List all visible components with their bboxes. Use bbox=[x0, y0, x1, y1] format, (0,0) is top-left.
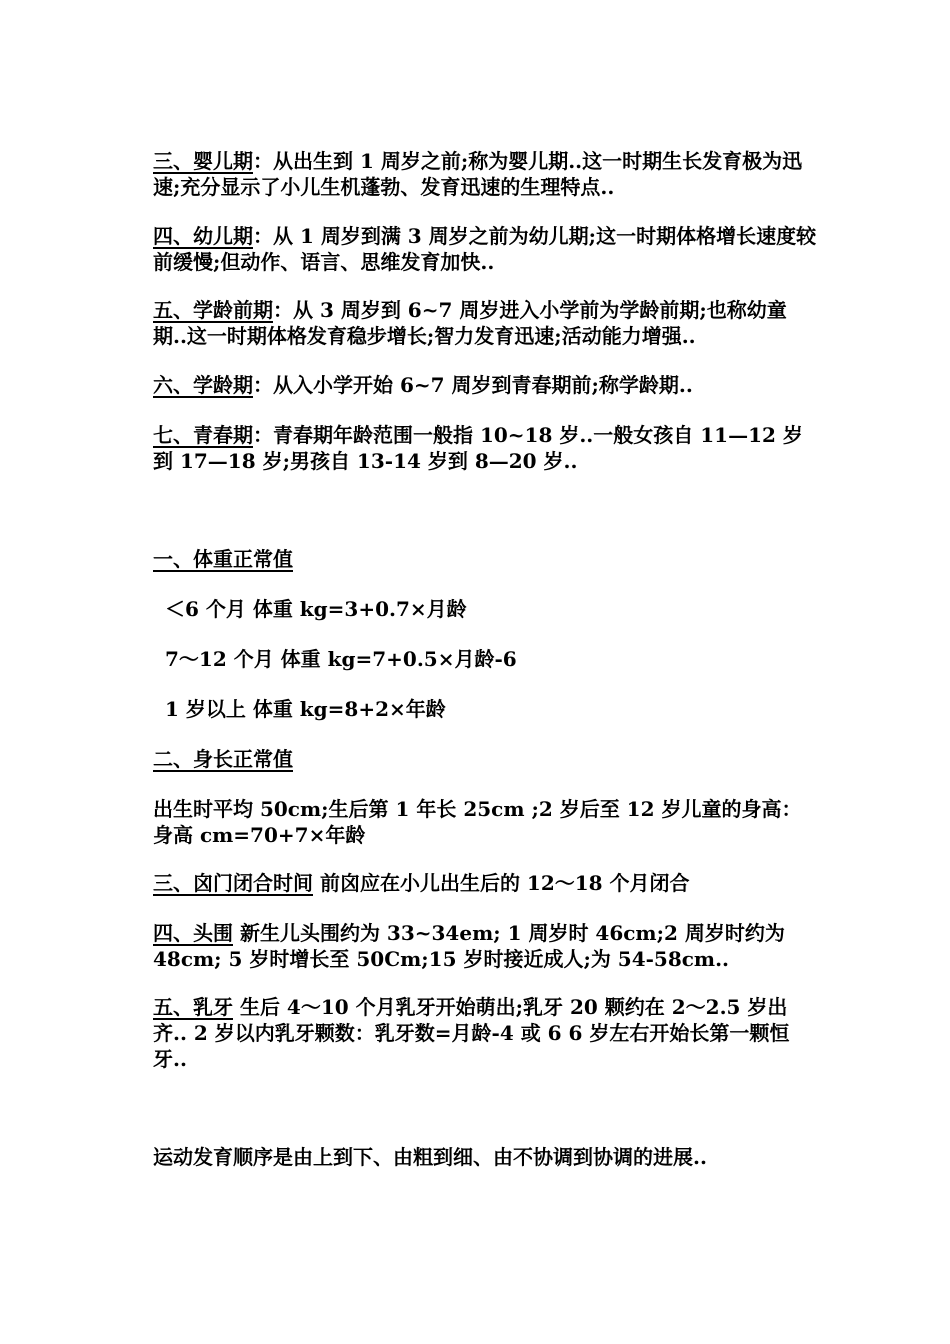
weight-formula-over-1-year: 1 岁以上 体重 kg=8+2×年龄 bbox=[165, 697, 446, 721]
stage-school-age-text: ：从入小学开始 6~7 周岁到青春期前;称学龄期.. bbox=[253, 373, 693, 397]
stage-preschool-heading: 五、学龄前期 bbox=[153, 298, 273, 322]
stage-school-age bbox=[145, 372, 818, 398]
stage-toddler-text: ：从 1 周岁到满 3 周岁之前为幼儿期;这一时期体格增长速度较前缓慢;但动作、语言、思维发育加快.. bbox=[153, 224, 817, 274]
stage-toddler bbox=[145, 223, 818, 275]
weight-heading: 一、体重正常值 bbox=[153, 547, 293, 571]
stage-infancy-heading: 三、婴儿期 bbox=[153, 149, 253, 173]
weight-section bbox=[145, 546, 818, 572]
stage-preschool bbox=[145, 297, 818, 349]
fontanelle-text: 前囟应在小儿出生后的 12～18 个月闭合 bbox=[313, 871, 690, 895]
weight-formula-under-6-months: ＜6 个月 体重 kg=3+0.7×月龄 bbox=[165, 597, 467, 621]
fontanelle-section bbox=[145, 870, 818, 896]
stage-school-age-heading: 六、学龄期 bbox=[153, 373, 253, 397]
stage-puberty bbox=[145, 422, 818, 474]
weight-formula-7-12-months: 7～12 个月 体重 kg=7+0.5×月龄-6 bbox=[165, 647, 517, 671]
head-circumference-heading: 四、头围 bbox=[153, 921, 233, 945]
stage-infancy-text: ：从出生到 1 周岁之前;称为婴儿期..这一时期生长发育极为迅速;充分显示了小儿生机蓬勃、发育迅速的生理特点.. bbox=[153, 149, 803, 199]
motor-development-text: 运动发育顺序是由上到下、由粗到细、由不协调到协调的进展.. bbox=[153, 1145, 707, 1169]
teeth-text: 生后 4～10 个月乳牙开始萌出;乳牙 20 颗约在 2～2.5 岁出齐.. 2 岁以内乳牙颗数：乳牙数=月龄-4 或 6 6 岁左右开始长第一颗恒牙.. bbox=[153, 995, 790, 1071]
stage-puberty-heading: 七、青春期 bbox=[153, 423, 253, 447]
head-circumference-text: 新生儿头围约为 33~34em; 1 周岁时 46cm;2 周岁时约为 48cm; 5 岁时增长至 50Cm;15 岁时接近成人;为 54-58cm.. bbox=[153, 921, 785, 971]
height-heading: 二、身长正常值 bbox=[153, 747, 293, 771]
stage-preschool-text: ：从 3 周岁到 6~7 周岁进入小学前为学龄前期;也称幼童期..这一时期体格发育稳步增长;智力发育迅速;活动能力增强.. bbox=[153, 298, 787, 348]
stage-puberty-text: ：青春期年龄范围一般指 10~18 岁..一般女孩自 11—12 岁到 17—18 岁;男孩自 13-14 岁到 8—20 岁.. bbox=[153, 423, 803, 473]
fontanelle-heading: 三、囟门闭合时间 bbox=[153, 871, 313, 895]
head-circumference-section bbox=[145, 920, 818, 972]
teeth-heading: 五、乳牙 bbox=[153, 995, 233, 1019]
teeth-section bbox=[145, 994, 818, 1072]
stage-toddler-heading: 四、幼儿期 bbox=[153, 224, 253, 248]
height-text: 出生时平均 50cm;生后第 1 年长 25cm ;2 岁后至 12 岁儿童的身高：身高 cm=70+7×年龄 bbox=[153, 797, 802, 847]
height-section bbox=[145, 746, 818, 772]
stage-infancy bbox=[145, 148, 818, 200]
